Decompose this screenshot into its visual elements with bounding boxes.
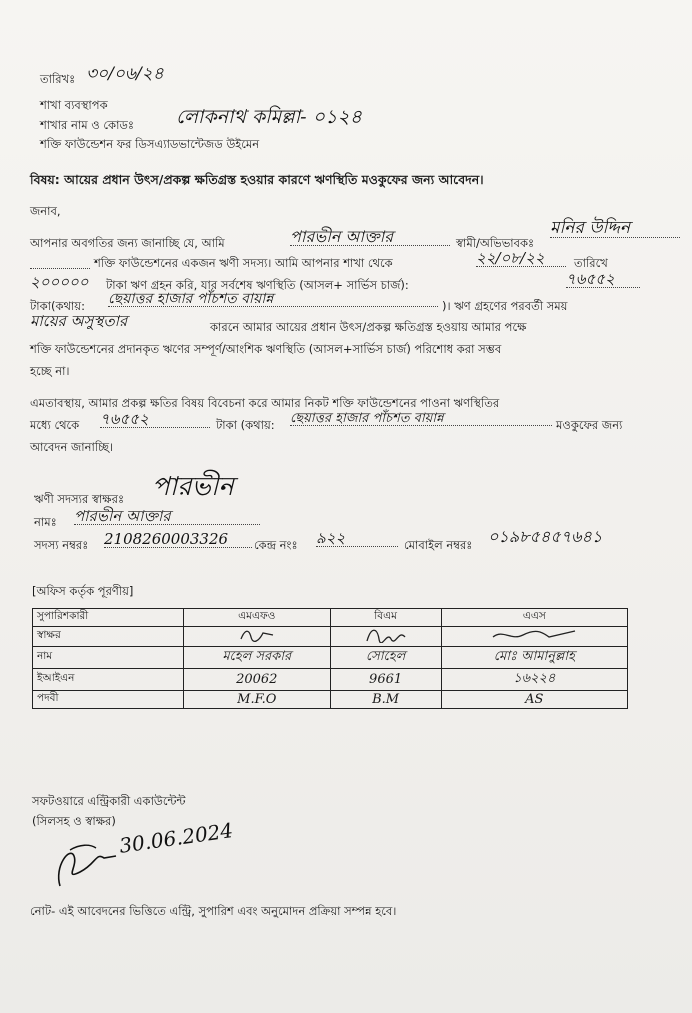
branch-manager: শাখা ব্যবস্থাপক: [40, 98, 108, 112]
p1-d: তারিখে: [574, 256, 608, 270]
mfo-name: মহেল সরকার: [222, 649, 292, 664]
mfo-signature: [184, 627, 331, 647]
col-bm: বিএম: [330, 609, 441, 627]
col-as: এএস: [441, 609, 627, 627]
member-name-label: নামঃ: [34, 515, 57, 529]
accountant-date: 30.06.2024: [117, 818, 235, 858]
office-row-signature: [33, 627, 628, 647]
branch-name-label: শাখার নাম ও কোডঃ: [40, 118, 135, 132]
date-value: ৩০/০৬/২৪: [86, 64, 164, 84]
p1-i: শক্তি ফাউন্ডেশনের প্রদানকৃত ঋণের সম্পূর্ণ/আংশিক ঋণস্থিতি (আসল+সার্ভিস চার্জ) পরিশোধ করা সম্ভব: [30, 342, 502, 356]
p1-h: কারনে আমার আয়ের প্রধান উৎস/প্রকল্প ক্ষতিগ্রস্ত হওয়ায় আমার পক্ষে: [210, 320, 527, 334]
accountant-line2: (সিলসহ ও স্বাক্ষর): [32, 814, 116, 828]
reason-handwritten: মায়ের অসুস্থতার: [30, 312, 128, 330]
note: নোট- এই আবেদনের ভিত্তিতে এন্ট্রি, সুপারিশ এবং অনুমোদন প্রক্রিয়া সম্পন্ন হবে।: [30, 904, 397, 918]
p2-d: মওকুফের জন্য: [556, 418, 623, 432]
as-designation: AS: [525, 692, 544, 707]
p1-j: হচ্ছে না।: [30, 364, 70, 378]
p2-e: আবেদন জানাচ্ছি।: [30, 440, 114, 454]
row-label: ইআইএন: [33, 669, 184, 691]
balance-handwritten: ৭৬৫৫২: [566, 272, 640, 288]
p2-b: মধ্যে থেকে: [30, 418, 80, 432]
p1-a: আপনার অবগতির জন্য জানাচ্ছি যে, আমি: [30, 236, 225, 250]
branch-name-value: লোকনাথ কমিল্লা- ০১২৪: [176, 106, 362, 128]
member-signature: পারভীন: [152, 472, 234, 502]
p1-f: টাকা(কথায়:: [30, 299, 85, 313]
member-id-value: 2108260003326: [104, 532, 252, 548]
member-id-label: সদস্য নম্বরঃ: [34, 538, 89, 552]
accountant-signature: [50, 836, 120, 892]
p1-e: টাকা ঋণ গ্রহন করি, যার সর্বশেষ ঋণস্থিতি (আসল+ সার্ভিস চার্জ):: [106, 278, 409, 292]
branch-org: শক্তি ফাউন্ডেশন ফর ডিসএ্যাডভান্টেজড উইমেন: [40, 137, 260, 151]
salutation: জনাব,: [30, 204, 61, 218]
row-label: স্বাক্ষর: [33, 627, 184, 647]
waive-amount-handwritten: ৭৬৫৫২: [100, 412, 210, 428]
bm-name: সোহেল: [365, 649, 406, 664]
office-row-designation: [33, 691, 628, 709]
col-recommender: সুপারিশকারী: [33, 609, 184, 627]
as-name: মোঃ আমানুল্লাহ: [493, 649, 575, 664]
as-ein: ১৬২২৪: [513, 671, 556, 686]
bm-designation: B.M: [372, 692, 400, 707]
mobile-label: মোবাইল নম্বরঃ: [404, 538, 473, 552]
waive-words-handwritten: ছেয়াত্তর হাজার পাঁচশত বায়ান্ন: [290, 412, 552, 426]
member-sign-label: ঋণী সদস্যর স্বাক্ষরঃ: [34, 492, 125, 506]
subject: বিষয়: আয়ের প্রধান উৎস/প্রকল্প ক্ষতিগ্রস্ত হওয়ার কারণে ঋণস্থিতি মওকুফের জন্য আবেদন।: [30, 172, 484, 187]
office-header-row: [33, 609, 628, 627]
bm-ein: 9661: [369, 672, 403, 687]
p1-b: স্বামী/অভিভাবকঃ: [456, 236, 535, 250]
row-label: পদবী: [33, 691, 184, 709]
as-signature: [441, 627, 627, 647]
bm-signature: [330, 627, 441, 647]
member-name-handwritten: পারভীন আক্তার: [290, 229, 450, 246]
col-mfo: এমএফও: [184, 609, 331, 627]
p1-c: শক্তি ফাউন্ডেশনের একজন ঋণী সদস্য। আমি আপনার শাখা থেকে: [94, 256, 393, 270]
accountant-line1: সফটওয়ারে এন্ট্রিকারী একাউন্টেন্ট: [32, 794, 186, 808]
p1-blank: [30, 258, 90, 269]
mfo-designation: M.F.O: [237, 692, 277, 707]
member-name-value: পারভীন আক্তার: [74, 509, 260, 525]
row-label: নাম: [33, 647, 184, 669]
office-table: [32, 608, 628, 709]
balance-words-handwritten: ছেয়াত্তর হাজার পাঁচশত বায়ান্ন: [108, 292, 438, 307]
guardian-handwritten: মনির উদ্দিন: [550, 220, 680, 238]
p2-c: টাকা (কথায়:: [216, 418, 275, 432]
date-label: তারিখঃ: [40, 72, 76, 86]
mobile-value: ০১৯৮৫৪৫৭৬৪১: [488, 527, 603, 546]
office-row-ein: [33, 669, 628, 691]
amount-handwritten: ২০০০০০: [30, 273, 89, 291]
center-label: কেন্দ্র নংঃ: [254, 538, 298, 552]
center-value: ৯২২: [316, 531, 398, 547]
p2-a: এমতাবস্থায়, আমার প্রকল্প ক্ষতির বিষয় বিবেচনা করে আমার নিকট শক্তি ফাউন্ডেশনের পাওনা ঋণস্থিতির: [30, 396, 500, 410]
mfo-ein: 20062: [236, 672, 278, 687]
loan-date-handwritten: ২২/০৮/২২: [476, 251, 566, 267]
office-row-name: [33, 647, 628, 669]
office-heading: [অফিস কর্তৃক পূরণীয়]: [32, 584, 134, 598]
p1-g: )। ঋণ গ্রহণের পরবর্তী সময়: [442, 299, 568, 313]
